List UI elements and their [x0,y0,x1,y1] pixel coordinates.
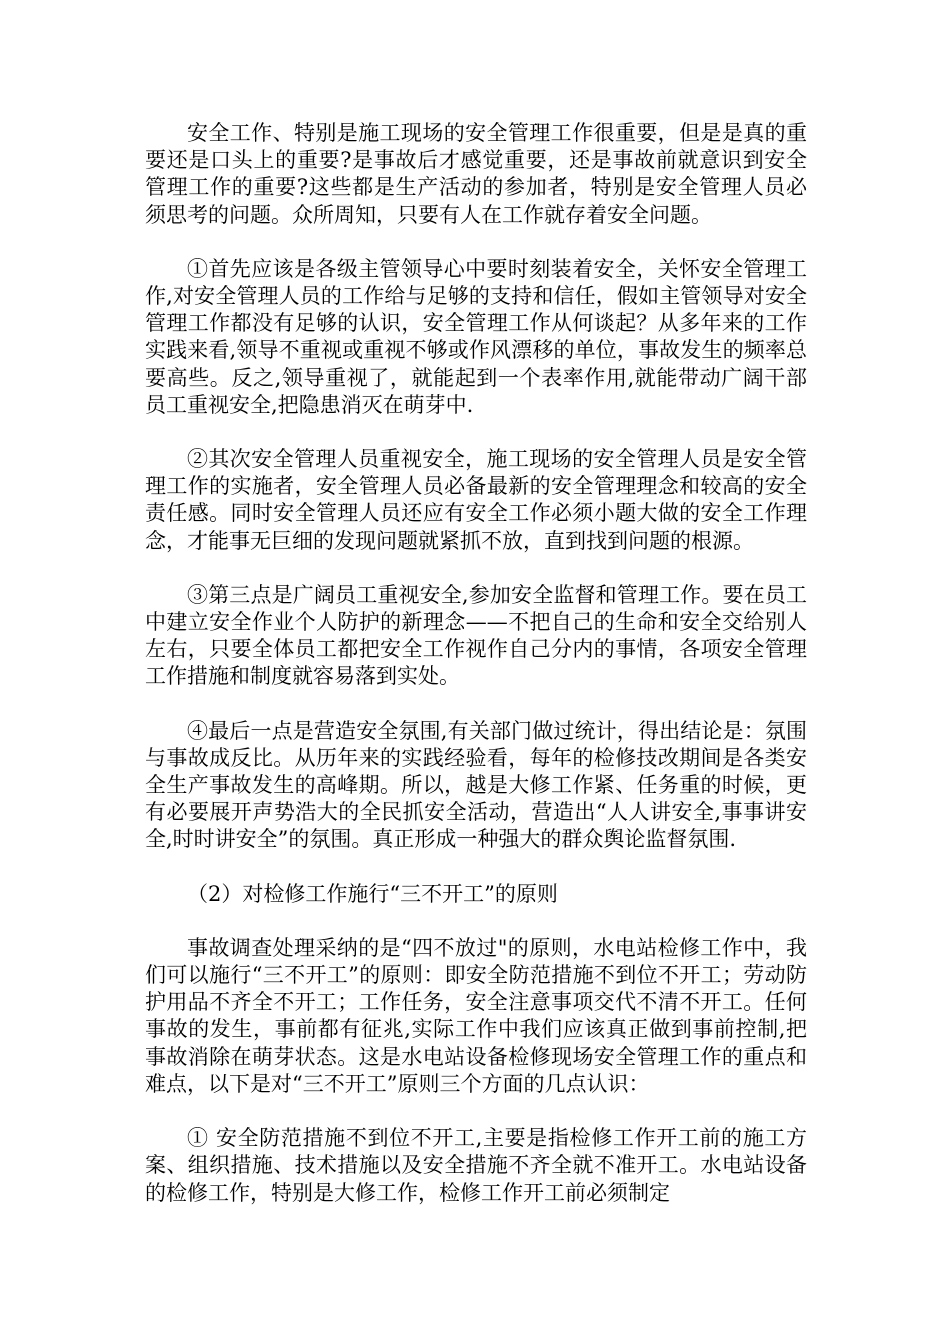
paragraph-point-1: ①首先应该是各级主管领导心中要时刻装着安全，关怀安全管理工作,对安全管理人员的工作给与足够的支持和信任，假如主管领导对安全管理工作都没有足够的认识，安全管理工作从何谈起？从多年来的工作实践来看,领导不重视或重视不够或作风漂移的单位，事故发生的频率总要高些。反之,领导重视了，就能起到一个表率作用,就能带动广阔干部员工重视安全,把隐患消灭在萌芽中. [145,256,807,417]
paragraph-principle: 事故调查处理采纳的是“四不放过"的原则，水电站检修工作中，我们可以施行“三不开工”的原则：即安全防范措施不到位不开工；劳动防护用品不齐全不开工；工作任务，安全注意事项交代不清不开工。任何事故的发生，事前都有征兆,实际工作中我们应该真正做到事前控制,把事故消除在萌芽状态。这是水电站设备检修现场安全管理工作的重点和难点，以下是对“三不开工”原则三个方面的几点认识： [145,935,807,1096]
paragraph-point-2: ②其次安全管理人员重视安全，施工现场的安全管理人员是安全管理工作的实施者，安全管理人员必备最新的安全管理理念和较高的安全责任感。同时安全管理人员还应有安全工作必须小题大做的安全工作理念，才能事无巨细的发现问题就紧抓不放，直到找到问题的根源。 [145,447,807,553]
paragraph-point-3: ③第三点是广阔员工重视安全,参加安全监督和管理工作。要在员工中建立安全作业个人防护的新理念——不把自己的生命和安全交给别人左右，只要全体员工都把安全工作视作自己分内的事情，各项安全管理工作措施和制度就容易落到实处。 [145,582,807,689]
paragraph-intro: 安全工作、特别是施工现场的安全管理工作很重要，但是是真的重要还是口头上的重要?是事故后才感觉重要，还是事故前就意识到安全管理工作的重要?这些都是生产活动的参加者，特别是安全管理人员必须思考的问题。众所周知，只要有人在工作就存着安全问题。 [145,121,807,227]
paragraph-point-4: ④最后一点是营造安全氛围,有关部门做过统计，得出结论是：氛围与事故成反比。从历年来的实践经验看，每年的检修技改期间是各类安全生产事故发生的高峰期。所以，越是大修工作紧、任务重的时候，更有必要展开声势浩大的全民抓安全活动，营造出“人人讲安全,事事讲安全,时时讲安全”的氛围。真正形成一种强大的群众舆论监督氛围. [145,718,807,852]
document-page [145,120,807,1234]
paragraph-measure-1: ① 安全防范措施不到位不开工,主要是指检修工作开工前的施工方案、组织措施、技术措施以及安全措施不齐全就不准开工。水电站设备的检修工作，特别是大修工作，检修工作开工前必须制定 [145,1126,807,1205]
section-heading: （2）对检修工作施行“三不开工”的原则 [187,881,558,906]
